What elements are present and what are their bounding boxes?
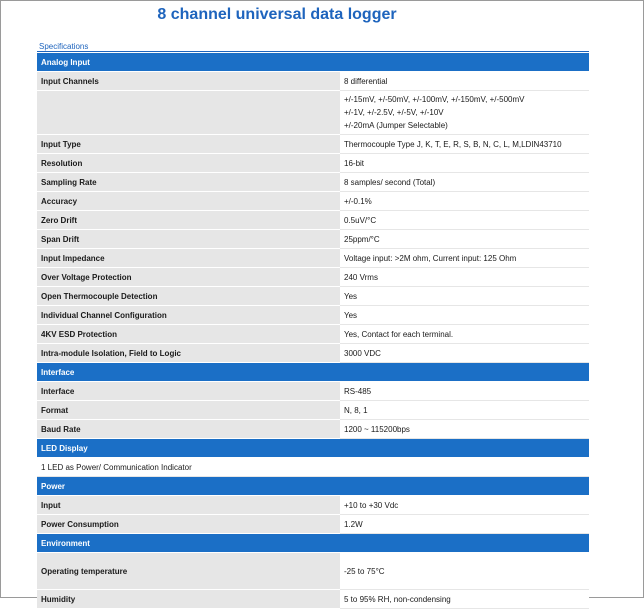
row-label: Input xyxy=(37,496,340,515)
table-row xyxy=(37,344,589,363)
row-label: Resolution xyxy=(37,154,340,173)
specifications-label: Specifications xyxy=(39,42,89,51)
row-label: Interface xyxy=(37,382,340,401)
table-row xyxy=(37,496,589,515)
section-title: Interface xyxy=(37,363,589,382)
table-row xyxy=(37,515,589,534)
table-row xyxy=(37,382,589,401)
row-label: Power Consumption xyxy=(37,515,340,534)
row-value: Yes, Contact for each terminal. xyxy=(340,325,589,344)
row-label: Individual Channel Configuration xyxy=(37,306,340,325)
row-label: Baud Rate xyxy=(37,420,340,439)
page-title: 8 channel universal data logger xyxy=(157,6,397,23)
section-title: Power xyxy=(37,477,589,496)
row-value: Voltage input: >2M ohm, Current input: 125 Ohm xyxy=(340,249,589,268)
range-line: +/-20mA (Jumper Selectable) xyxy=(344,121,448,130)
table-row xyxy=(37,401,589,420)
row-value: Yes xyxy=(340,287,589,306)
row-label: Input Type xyxy=(37,135,340,154)
table-row xyxy=(37,72,589,91)
range-line: +/-15mV, +/-50mV, +/-100mV, +/-150mV, +/-500mV xyxy=(344,95,525,104)
row-label: Open Thermocouple Detection xyxy=(37,287,340,306)
row-value: Yes xyxy=(340,306,589,325)
table-row xyxy=(37,249,589,268)
row-label: Input Channels xyxy=(37,72,340,91)
table-row xyxy=(37,135,589,154)
table-row xyxy=(37,154,589,173)
row-value: Thermocouple Type J, K, T, E, R, S, B, N, C, L, M,LDIN43710 xyxy=(340,135,589,154)
table-row xyxy=(37,590,589,609)
table-row xyxy=(37,287,589,306)
section-title: Analog Input xyxy=(37,53,589,72)
row-value: +10 to +30 Vdc xyxy=(340,496,589,515)
input-range-values xyxy=(340,91,589,135)
row-label: Input Impedance xyxy=(37,249,340,268)
section-header-led-display xyxy=(37,439,589,458)
row-text: 1 LED as Power/ Communication Indicator xyxy=(37,458,589,477)
row-value: 1.2W xyxy=(340,515,589,534)
row-label: Zero Drift xyxy=(37,211,340,230)
row-value: 3000 VDC xyxy=(340,344,589,363)
row-label: Format xyxy=(37,401,340,420)
row-label: Humidity xyxy=(37,590,340,609)
row-value: +/-0.1% xyxy=(340,192,589,211)
row-label-empty xyxy=(37,91,340,135)
table-row xyxy=(37,192,589,211)
section-title: Environment xyxy=(37,534,589,553)
table-row xyxy=(37,268,589,287)
section-header-power xyxy=(37,477,589,496)
row-value: 5 to 95% RH, non-condensing xyxy=(340,590,589,609)
row-value: 25ppm/°C xyxy=(340,230,589,249)
row-label: 4KV ESD Protection xyxy=(37,325,340,344)
section-header-interface xyxy=(37,363,589,382)
row-value: 0.5uV/°C xyxy=(340,211,589,230)
section-header-environment xyxy=(37,534,589,553)
row-value: 8 samples/ second (Total) xyxy=(340,173,589,192)
row-value: 240 Vrms xyxy=(340,268,589,287)
row-label: Span Drift xyxy=(37,230,340,249)
table-row xyxy=(37,420,589,439)
range-line: +/-1V, +/-2.5V, +/-5V, +/-10V xyxy=(344,108,444,117)
row-label: Accuracy xyxy=(37,192,340,211)
row-value: 8 differential xyxy=(340,72,589,91)
table-row xyxy=(37,553,589,590)
table-row xyxy=(37,458,589,477)
row-value: RS-485 xyxy=(340,382,589,401)
row-label: Operating temperature xyxy=(37,553,340,590)
row-value: N, 8, 1 xyxy=(340,401,589,420)
section-header-analog-input xyxy=(37,53,589,72)
row-label: Intra-module Isolation, Field to Logic xyxy=(37,344,340,363)
row-value: 1200 ~ 115200bps xyxy=(340,420,589,439)
row-label: Sampling Rate xyxy=(37,173,340,192)
row-value: -25 to 75°C xyxy=(340,553,589,590)
table-row xyxy=(37,230,589,249)
table-row xyxy=(37,91,589,135)
specifications-table xyxy=(37,53,589,609)
row-value: 16-bit xyxy=(340,154,589,173)
table-row xyxy=(37,173,589,192)
section-title: LED Display xyxy=(37,439,589,458)
specifications-divider xyxy=(37,51,589,52)
table-row xyxy=(37,211,589,230)
row-label: Over Voltage Protection xyxy=(37,268,340,287)
table-row xyxy=(37,325,589,344)
table-row xyxy=(37,306,589,325)
